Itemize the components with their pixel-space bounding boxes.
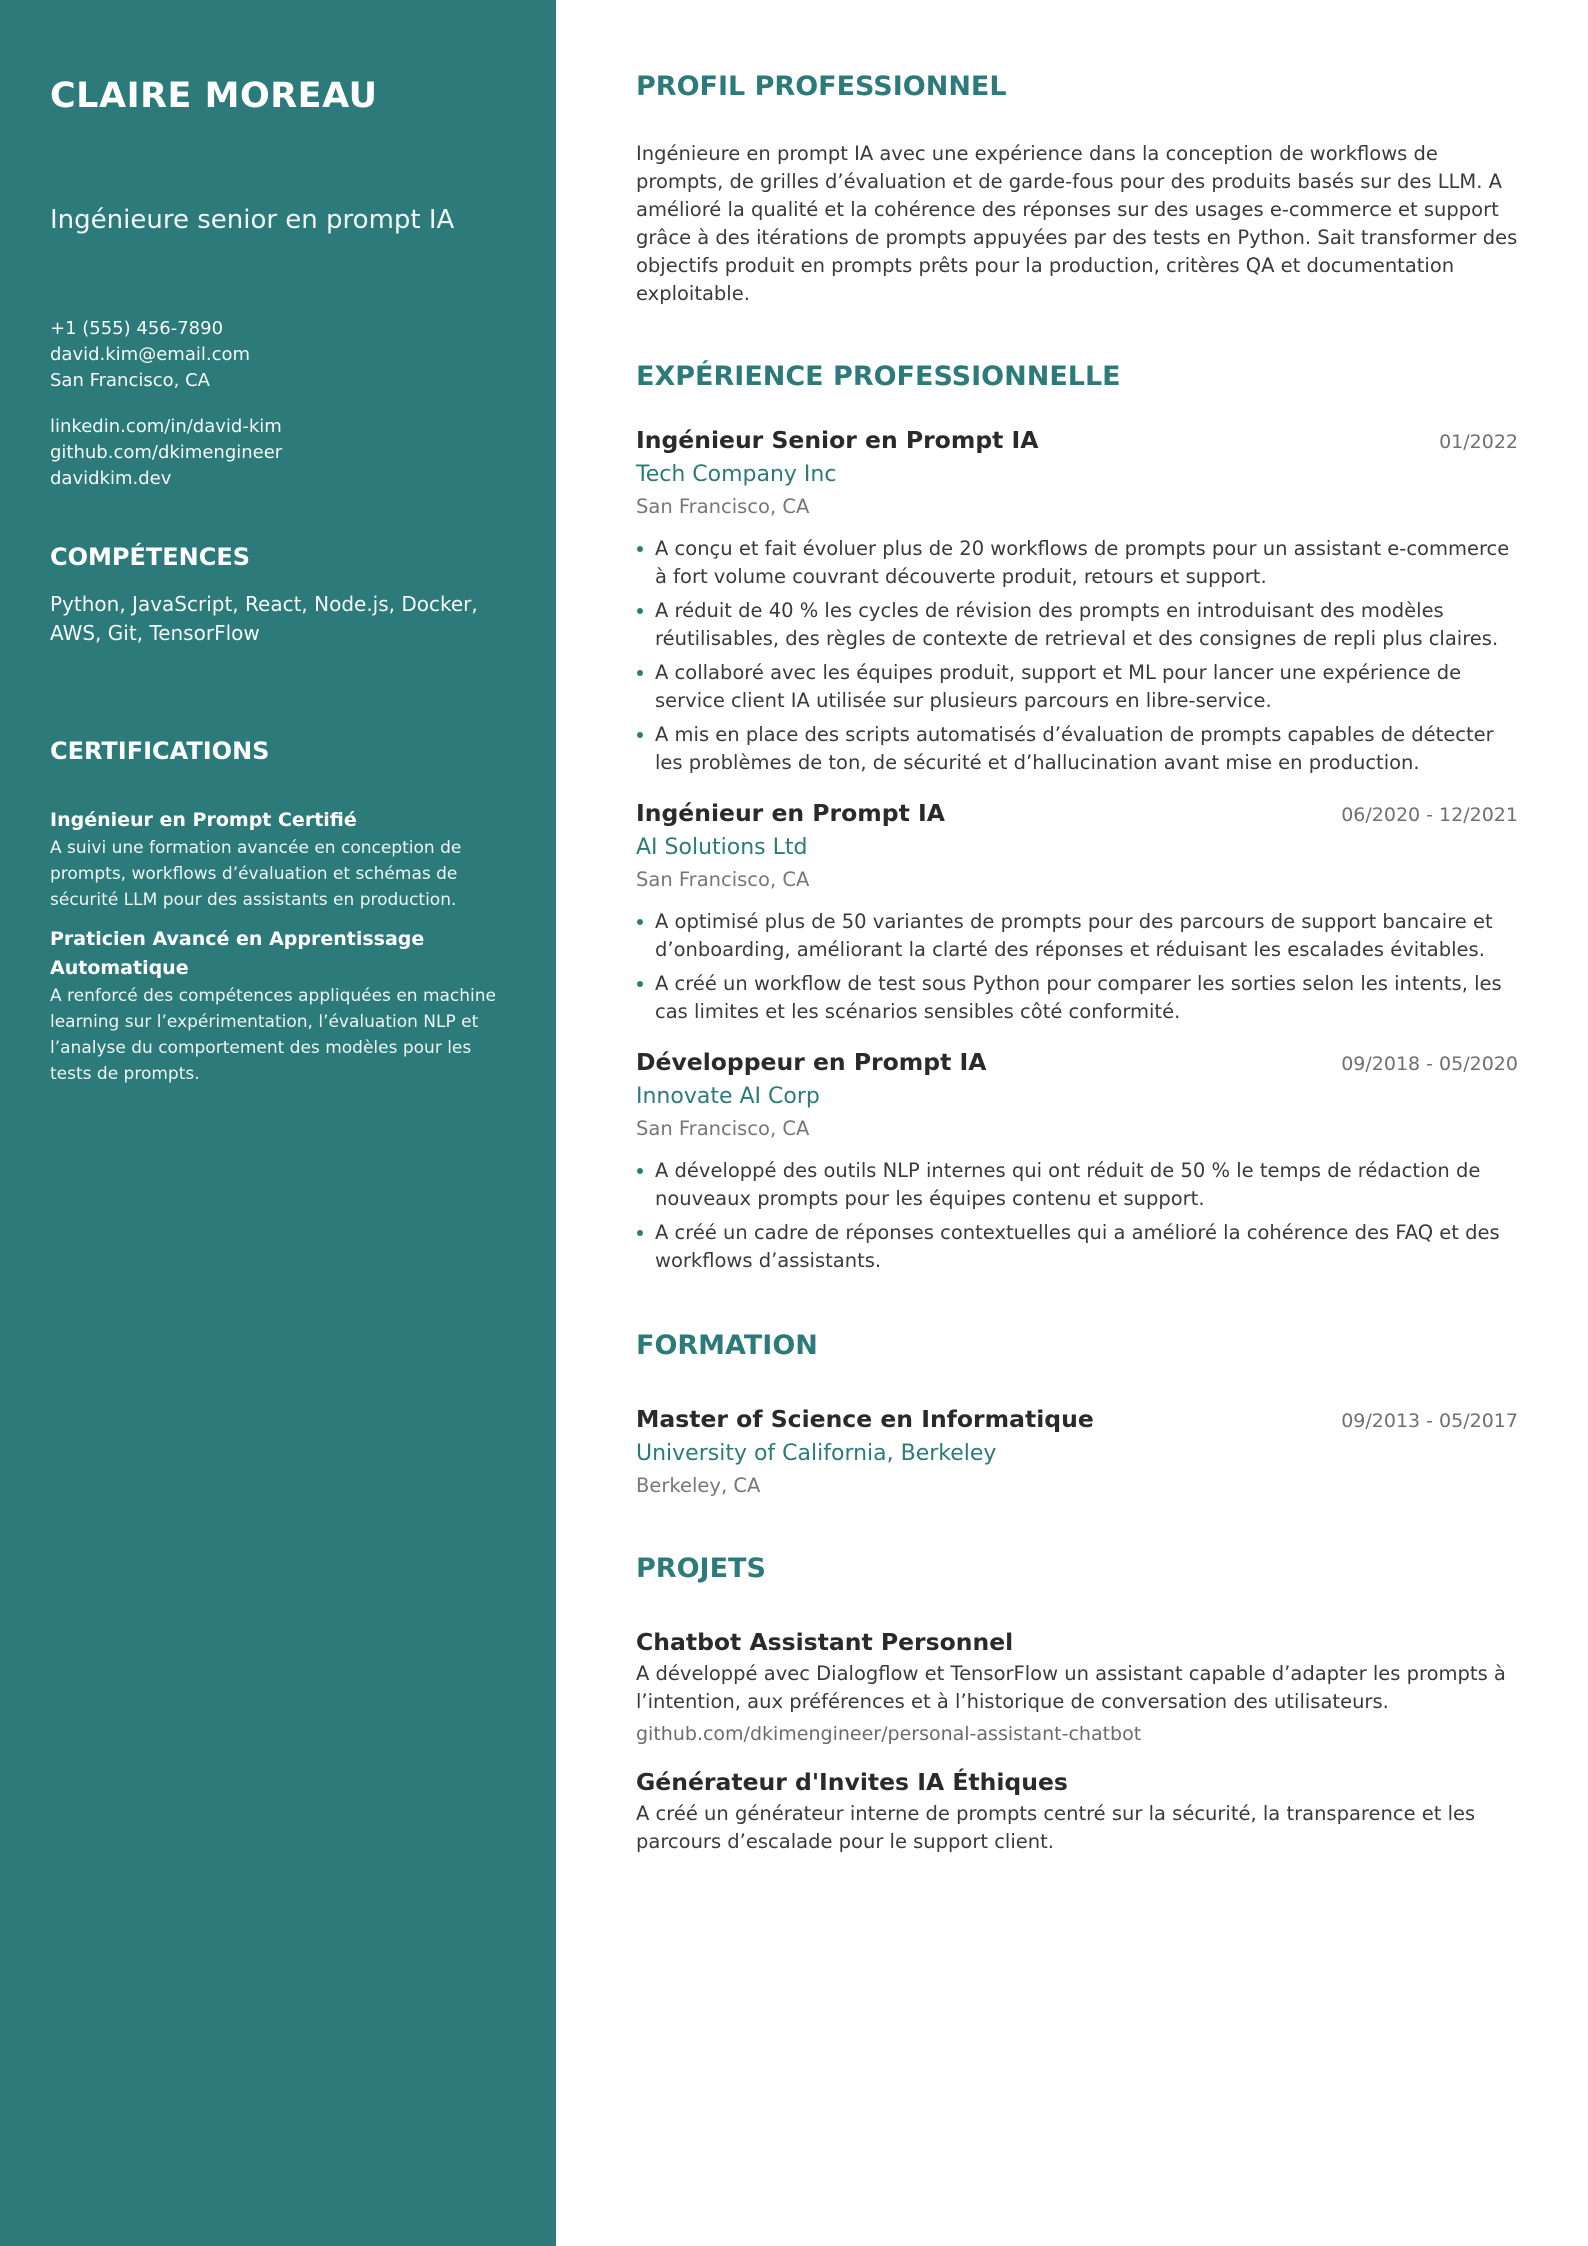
certifications-heading: CERTIFICATIONS	[50, 737, 270, 765]
project-description: A créé un générateur interne de prompts centré sur la sécurité, la transparence et les parcours d’escalade pour le support client.	[636, 1802, 1476, 1853]
contact-links	[50, 414, 506, 492]
contact-info	[50, 316, 506, 492]
job-date: 09/2018 - 05/2020	[1341, 1053, 1518, 1075]
contact-email[interactable]: david.kim@email.com	[50, 344, 251, 365]
job-title: Ingénieur en Prompt IA	[636, 799, 945, 827]
job-bullet: A créé un workflow de test sous Python pour comparer les sorties selon les intents, les cas limites et les scénarios sensibles côté conformité.	[636, 970, 1518, 1026]
job-header	[636, 797, 1518, 829]
certification-item	[50, 925, 506, 1087]
experience-heading: EXPÉRIENCE PROFESSIONNELLE	[636, 361, 1121, 392]
job-company: AI Solutions Ltd	[636, 835, 808, 860]
education-date: 09/2013 - 05/2017	[1341, 1410, 1518, 1432]
projects-list	[636, 1626, 1518, 1856]
job-title: Ingénieur Senior en Prompt IA	[636, 426, 1039, 454]
contact-phone: +1 (555) 456-7890	[50, 318, 224, 339]
contact-location: San Francisco, CA	[50, 370, 210, 391]
main-content	[556, 0, 1588, 2246]
certification-description: A renforcé des compétences appliquées en machine learning sur l’expérimentation, l’évaluation NLP et l’analyse du comportement des modèles pour les tests de prompts.	[50, 986, 497, 1084]
job-bullet: A collaboré avec les équipes produit, support et ML pour lancer une expérience de service client IA utilisée sur plusieurs parcours en libre-service.	[636, 659, 1518, 715]
job-header	[636, 424, 1518, 456]
project-entry	[636, 1626, 1518, 1748]
job-title: Développeur en Prompt IA	[636, 1048, 987, 1076]
project-name: Générateur d'Invites IA Éthiques	[636, 1768, 1068, 1796]
job-company: Tech Company Inc	[636, 462, 837, 487]
education-list	[636, 1403, 1518, 1500]
job-entry	[636, 797, 1518, 1026]
project-name: Chatbot Assistant Personnel	[636, 1628, 1014, 1656]
job-bullets	[636, 1157, 1518, 1275]
experience-list	[636, 424, 1518, 1275]
job-bullet: A optimisé plus de 50 variantes de prompts pour des parcours de support bancaire et d’onboarding, améliorant la clarté des réponses et réduisant les escalades évitables.	[636, 908, 1518, 964]
profile-summary: Ingénieure en prompt IA avec une expérience dans la conception de workflows de prompts, de grilles d’évaluation et de garde-fous pour des produits basés sur des LLM. A amélioré la qualité et la cohérence des réponses sur des usages e-commerce et support grâce à des itérations de prompts appuyées par des tests en Python. Sait transformer des objectifs produit en prompts prêts pour la production, critères QA et documentation exploitable.	[636, 142, 1518, 305]
education-heading: FORMATION	[636, 1330, 818, 1361]
linkedin-link[interactable]: linkedin.com/in/david-kim	[50, 416, 282, 437]
job-entry	[636, 1046, 1518, 1275]
project-entry	[636, 1766, 1518, 1856]
job-date: 06/2020 - 12/2021	[1341, 804, 1518, 826]
education-school: University of California, Berkeley	[636, 1441, 997, 1466]
certification-description: A suivi une formation avancée en conception de prompts, workflows d’évaluation et schémas de sécurité LLM pour des assistants en production.	[50, 838, 462, 910]
certification-item	[50, 806, 506, 913]
candidate-title: Ingénieure senior en prompt IA	[50, 205, 455, 235]
certification-name: Ingénieur en Prompt Certifié	[50, 809, 357, 831]
job-company: Innovate AI Corp	[636, 1084, 820, 1109]
job-bullet: A mis en place des scripts automatisés d’évaluation de prompts capables de détecter les problèmes de ton, de sécurité et d’hallucination avant mise en production.	[636, 721, 1518, 777]
job-date: 01/2022	[1439, 431, 1518, 453]
profile-heading: PROFIL PROFESSIONNEL	[636, 71, 1007, 102]
website-link[interactable]: davidkim.dev	[50, 468, 172, 489]
job-header	[636, 1046, 1518, 1078]
projects-heading: PROJETS	[636, 1553, 766, 1584]
education-header	[636, 1403, 1518, 1435]
job-bullets	[636, 535, 1518, 777]
job-bullets	[636, 908, 1518, 1026]
job-entry	[636, 424, 1518, 777]
skills-heading: COMPÉTENCES	[50, 543, 251, 571]
certifications-list	[50, 806, 506, 1087]
education-degree: Master of Science en Informatique	[636, 1405, 1094, 1433]
contact-basic	[50, 316, 506, 394]
education-location: Berkeley, CA	[636, 1474, 761, 1497]
education-entry	[636, 1403, 1518, 1500]
skills-list: Python, JavaScript, React, Node.js, Docker, AWS, Git, TensorFlow	[50, 592, 478, 645]
certification-name: Praticien Avancé en Apprentissage Automatique	[50, 928, 425, 979]
project-link[interactable]: github.com/dkimengineer/personal-assistant-chatbot	[636, 1723, 1142, 1745]
candidate-name: CLAIRE MOREAU	[50, 76, 378, 116]
job-bullet: A réduit de 40 % les cycles de révision des prompts en introduisant des modèles réutilisables, des règles de contexte de retrieval et des consignes de repli plus claires.	[636, 597, 1518, 653]
job-location: San Francisco, CA	[636, 868, 810, 891]
project-description: A développé avec Dialogflow et TensorFlow un assistant capable d’adapter les prompts à l’intention, aux préférences et à l’historique de conversation des utilisateurs.	[636, 1662, 1506, 1713]
job-location: San Francisco, CA	[636, 495, 810, 518]
job-location: San Francisco, CA	[636, 1117, 810, 1140]
job-bullet: A conçu et fait évoluer plus de 20 workflows de prompts pour un assistant e-commerce à fort volume couvrant découverte produit, retours et support.	[636, 535, 1518, 591]
sidebar	[0, 0, 556, 2246]
job-bullet: A créé un cadre de réponses contextuelles qui a amélioré la cohérence des FAQ et des workflows d’assistants.	[636, 1219, 1518, 1275]
job-bullet: A développé des outils NLP internes qui ont réduit de 50 % le temps de rédaction de nouveaux prompts pour les équipes contenu et support.	[636, 1157, 1518, 1213]
github-link[interactable]: github.com/dkimengineer	[50, 442, 283, 463]
